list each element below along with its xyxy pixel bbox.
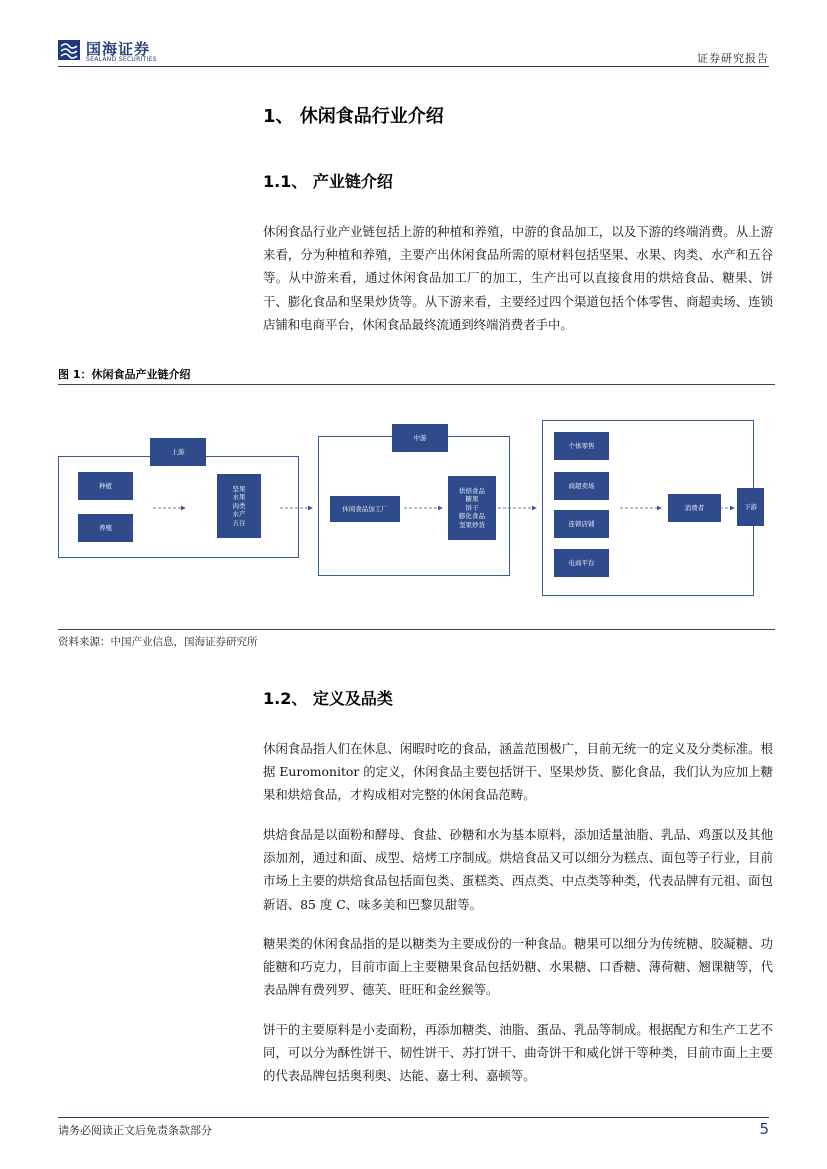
downstream-label: 下游 xyxy=(737,488,764,526)
products-box xyxy=(448,476,496,540)
breeding-box: 养殖 xyxy=(78,514,133,542)
candy-paragraph: 糖果类的休闲食品指的是以糖类为主要成份的一种食品。糖果可以细分为传统糖、胶凝糖、功能糖和巧克力，目前市面上主要糖果食品包括奶糖、水果糖、口香糖、薄荷糖、翘课糖等，代表品牌有费列罗、德芙、旺旺和金丝猴等。 xyxy=(263,936,773,998)
raw-materials-box xyxy=(217,474,261,538)
channel-retail-box: 个体零售 xyxy=(554,432,609,460)
consumer-box: 消费者 xyxy=(668,494,721,522)
figure-bottom-rule xyxy=(58,629,775,630)
factory-box: 休闲食品加工厂 xyxy=(330,496,400,522)
industry-chain-diagram xyxy=(58,388,775,626)
product-item: 饼干 xyxy=(465,503,479,512)
industry-chain-paragraph: 休闲食品行业产业链包括上游的种植和养殖，中游的食品加工，以及下游的终端消费。从上游来看，分为种植和养殖，主要产出休闲食品所需的原材料包括坚果、水果、肉类、水产和五谷等。从中游来看，通过休闲食品加工厂的加工，生产出可以直接食用的烘焙食品、糖果、饼干、膨化食品和坚果炒货等。从下游来看，主要经过四个渠道包括个体零售、商超卖场、连锁店铺和电商平台，休闲食品最终流通到终端消费者手中。 xyxy=(263,224,773,332)
planting-box: 种植 xyxy=(78,472,133,500)
disclaimer-notice: 请务必阅读正文后免责条款部分 xyxy=(58,1124,212,1137)
definition-paragraph: 休闲食品指人们在休息、闲暇时吃的食品，涵盖范围极广，目前无统一的定义及分类标准。根据 Euromonitor 的定义，休闲食品主要包括饼干、坚果炒货、膨化食品，我们认为应加上糖果和烘焙食品，才构成相对完整的休闲食品范畴。 xyxy=(263,741,773,803)
channel-chainstore-box: 连锁店铺 xyxy=(554,510,609,538)
raw-material-item: 坚果 xyxy=(232,484,246,493)
figure-source: 资料来源：中国产业信息，国海证券研究所 xyxy=(58,636,258,648)
section-1-title: 1、 休闲食品行业介绍 xyxy=(263,106,444,127)
channel-supermarket-box: 商超卖场 xyxy=(554,472,609,500)
biscuit-paragraph: 饼干的主要原料是小麦面粉，再添加糖类、油脂、蛋品、乳品等制成。根据配方和生产工艺不同，可以分为酥性饼干、韧性饼干、苏打饼干、曲奇饼干和威化饼干等种类，目前市面上主要的代表品牌包括奥利奥、达能、嘉士利、嘉顿等。 xyxy=(263,1022,773,1084)
logo-text: 国海证券 xyxy=(86,40,151,58)
logo-english-text: SEALAND SECURITIES xyxy=(86,56,157,63)
section-1-1-title: 1.1、 产业链介绍 xyxy=(263,172,393,191)
raw-material-item: 水产 xyxy=(232,510,246,519)
figure-top-rule xyxy=(58,384,775,385)
raw-material-item: 五谷 xyxy=(232,518,246,527)
upstream-label: 上游 xyxy=(150,438,206,466)
product-item: 坚果炒货 xyxy=(459,520,485,529)
header-divider xyxy=(58,66,769,67)
product-item: 糖果 xyxy=(465,495,479,504)
figure-1-title: 图 1：休闲食品产业链介绍 xyxy=(58,368,191,381)
section-1-2-title: 1.2、 定义及品类 xyxy=(263,689,393,708)
sealand-logo-icon xyxy=(58,40,80,60)
raw-material-item: 水果 xyxy=(232,493,246,502)
footer-divider xyxy=(58,1117,769,1118)
page-number: 5 xyxy=(759,1120,769,1138)
product-item: 烘焙食品 xyxy=(459,486,485,495)
product-item: 膨化食品 xyxy=(459,512,485,521)
raw-material-item: 肉类 xyxy=(232,501,246,510)
report-type-label: 证券研究报告 xyxy=(697,52,769,65)
channel-ecommerce-box: 电商平台 xyxy=(554,549,609,577)
midstream-label: 中游 xyxy=(392,424,448,452)
bakery-paragraph: 烘焙食品是以面粉和酵母、食盐、砂糖和水为基本原料，添加适量油脂、乳品、鸡蛋以及其他添加剂，通过和面、成型、焙烤工序制成。烘焙食品又可以细分为糕点、面包等子行业，目前市场上主要的烘焙食品包括面包类、蛋糕类、西点类、中点类等种类，代表品牌有元祖、面包新语、85 度 C、味多美和巴黎贝甜等。 xyxy=(263,827,773,912)
